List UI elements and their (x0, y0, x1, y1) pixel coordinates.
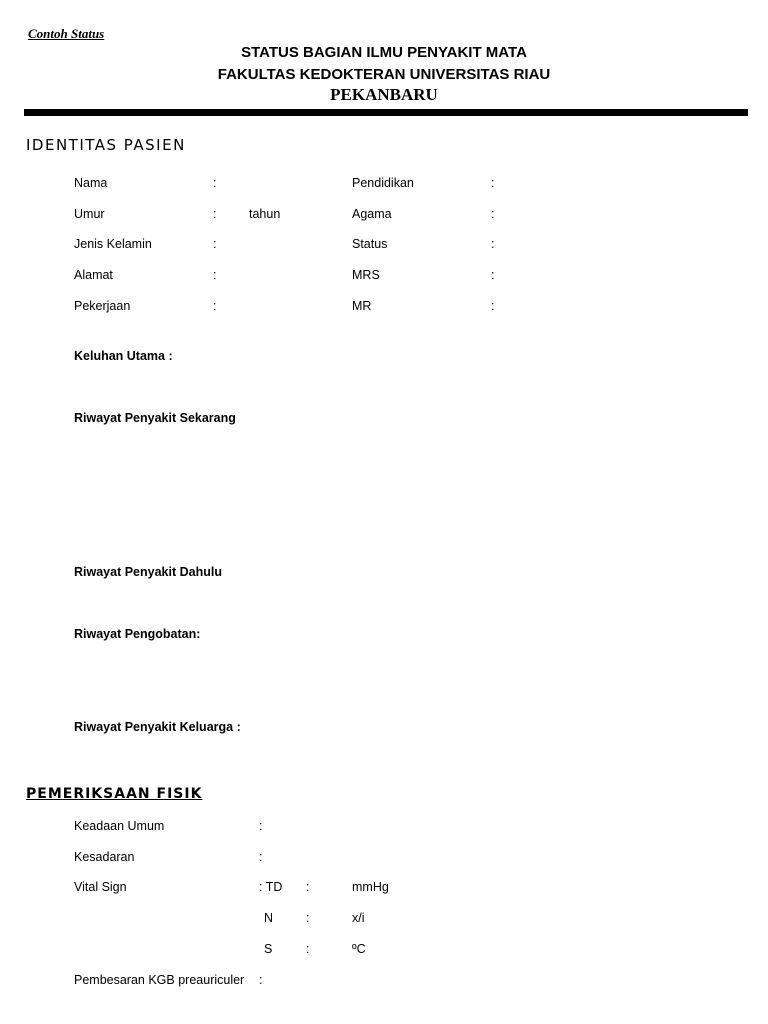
n-unit: x/i (352, 911, 365, 925)
vital-sign-label: Vital Sign (74, 880, 127, 894)
pemeriksaan-heading: PEMERIKSAAN FISIK (26, 786, 203, 802)
keadaan-umum-colon: : (259, 819, 263, 833)
s-colon: : (306, 942, 310, 956)
field-umur-label: Umur (74, 207, 105, 221)
field-pendidikan-label: Pendidikan (352, 176, 414, 190)
field-mr-colon: : (491, 299, 495, 313)
field-status-label: Status (352, 237, 388, 251)
field-alamat-colon: : (213, 268, 217, 282)
field-pendidikan-colon: : (491, 176, 495, 190)
title-line-1: STATUS BAGIAN ILMU PENYAKIT MATA (241, 44, 527, 61)
field-mr-label: MR (352, 299, 372, 313)
field-nama-label: Nama (74, 176, 108, 190)
identitas-heading: IDENTITAS PASIEN (26, 136, 186, 154)
s-unit: ºC (352, 942, 366, 956)
n-label: N (264, 911, 274, 925)
td-unit: mmHg (352, 880, 389, 894)
field-alamat-label: Alamat (74, 268, 113, 282)
td-colon: : (306, 880, 310, 894)
s-label: S (264, 942, 273, 956)
header-divider (24, 109, 748, 116)
rpk-label: Riwayat Penyakit Keluarga : (74, 720, 241, 734)
rpd-label: Riwayat Penyakit Dahulu (74, 565, 222, 579)
field-agama-colon: : (491, 207, 495, 221)
kgb-colon: : (259, 973, 263, 987)
title-line-2: FAKULTAS KEDOKTERAN UNIVERSITAS RIAU (217, 66, 551, 83)
keadaan-umum-label: Keadaan Umum (74, 819, 165, 833)
field-pekerjaan-label: Pekerjaan (74, 299, 131, 313)
n-colon: : (306, 911, 310, 925)
field-jenis-kelamin-label: Jenis Kelamin (74, 237, 152, 251)
kesadaran-label: Kesadaran (74, 850, 135, 864)
keluhan-utama-label: Keluhan Utama : (74, 349, 173, 363)
title-line-3: PEKANBARU (330, 85, 438, 104)
field-status-colon: : (491, 237, 495, 251)
kgb-label: Pembesaran KGB preauriculer (74, 973, 245, 987)
pengobatan-label: Riwayat Pengobatan: (74, 627, 201, 641)
td-label: : TD (259, 880, 283, 894)
field-agama-label: Agama (352, 207, 392, 221)
field-umur-suffix: tahun (249, 207, 281, 221)
field-nama-colon: : (213, 176, 217, 190)
example-label: Contoh Status (28, 26, 105, 41)
field-jenis-kelamin-colon: : (213, 237, 217, 251)
field-pekerjaan-colon: : (213, 299, 217, 313)
rps-label: Riwayat Penyakit Sekarang (74, 411, 236, 425)
field-mrs-colon: : (491, 268, 495, 282)
field-umur-colon: : (213, 207, 217, 221)
kesadaran-colon: : (259, 850, 263, 864)
field-mrs-label: MRS (352, 268, 380, 282)
